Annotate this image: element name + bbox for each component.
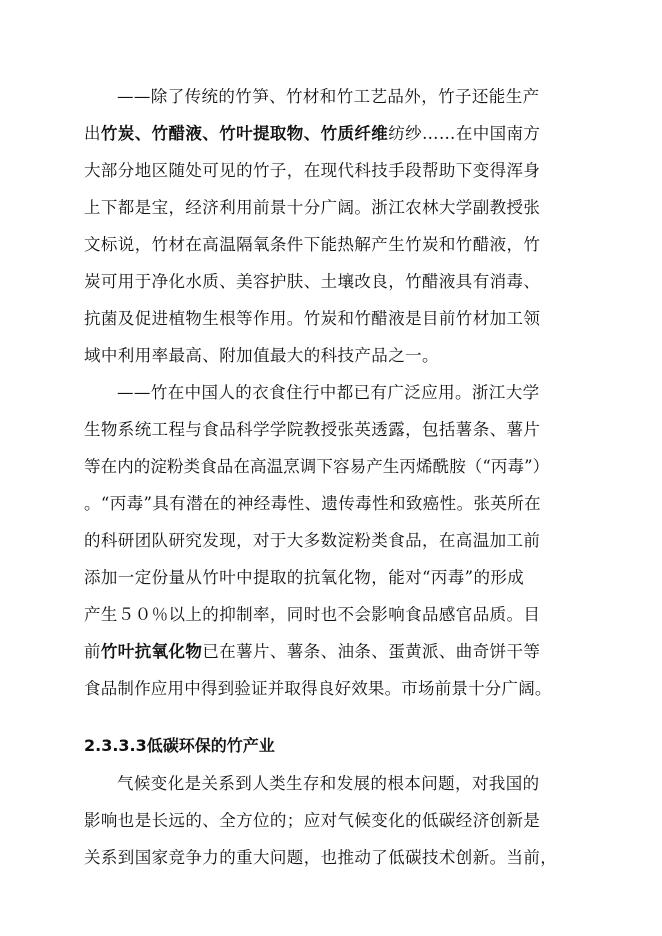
- section-heading: 2.3.3.3低碳环保的竹产业: [84, 736, 275, 755]
- p2-line-7: 产生５０％以上的抑制率，同时也不会影响食品感官品质。目: [84, 605, 541, 624]
- p2-line-8: [84, 642, 584, 662]
- p1-line-5: 文标说，竹材在高温隔氧条件下能热解产生竹炭和竹醋液，竹: [84, 235, 541, 254]
- p1-line-2: [84, 124, 584, 144]
- p1-line-2-end: 纺纱……在中国南方: [388, 124, 541, 143]
- p1-line-6: 炭可用于净化水质、美容护肤、土壤改良，竹醋液具有消毒、: [84, 272, 541, 291]
- bamboo-antioxidant-bold: 竹叶抗氧化物: [100, 642, 203, 661]
- p2-line-2: 生物系统工程与食品科学学院教授张英透露，包括薯条、薯片: [84, 420, 541, 439]
- p1-line-3: 大部分地区随处可见的竹子，在现代科技手段帮助下变得浑身: [84, 161, 541, 180]
- p2-line-8-end: 已在薯片、薯条、油条、蛋黄派、曲奇饼干等: [202, 642, 541, 661]
- p3-line-3: 关系到国家竞争力的重大问题，也推动了低碳技术创新。当前，: [84, 848, 558, 867]
- bamboo-products-bold: 竹炭、竹醋液、竹叶提取物、竹质纤维: [100, 124, 389, 143]
- p2-line-4: 。“丙毒”具有潜在的神经毒性、遗传毒性和致癌性。张英所在: [84, 494, 542, 513]
- p3-line-2: 影响也是长远的、全方位的；应对气候变化的低碳经济创新是: [84, 811, 541, 830]
- p2-line-1: ——竹在中国人的衣食住行中都已有广泛应用。浙江大学: [117, 383, 540, 402]
- p2-line-6: 添加一定份量从竹叶中提取的抗氧化物，能对“丙毒”的形成: [84, 568, 525, 587]
- p1-line-2-start: 出: [84, 124, 101, 143]
- p3-line-1: 气候变化是关系到人类生存和发展的根本问题，对我国的: [117, 774, 540, 793]
- p2-line-9: 食品制作应用中得到验证并取得良好效果。市场前景十分广阔。: [84, 679, 552, 698]
- p2-line-8-start: 前: [84, 642, 101, 661]
- p2-line-5: 的科研团队研究发现，对于大多数淀粉类食品，在高温加工前: [84, 531, 541, 550]
- p2-line-3: 等在内的淀粉类食品在高温烹调下容易产生丙烯酰胺（“丙毒”）: [84, 457, 550, 476]
- p1-line-4: 上下都是宝，经济利用前景十分广阔。浙江农林大学副教授张: [84, 198, 541, 217]
- p1-line-7: 抗菌及促进植物生根等作用。竹炭和竹醋液是目前竹材加工领: [84, 309, 541, 328]
- p1-line-1: ——除了传统的竹笋、竹材和竹工艺品外，竹子还能生产: [117, 87, 540, 106]
- p1-line-8: 域中利用率最高、附加值最大的科技产品之一。: [84, 346, 439, 365]
